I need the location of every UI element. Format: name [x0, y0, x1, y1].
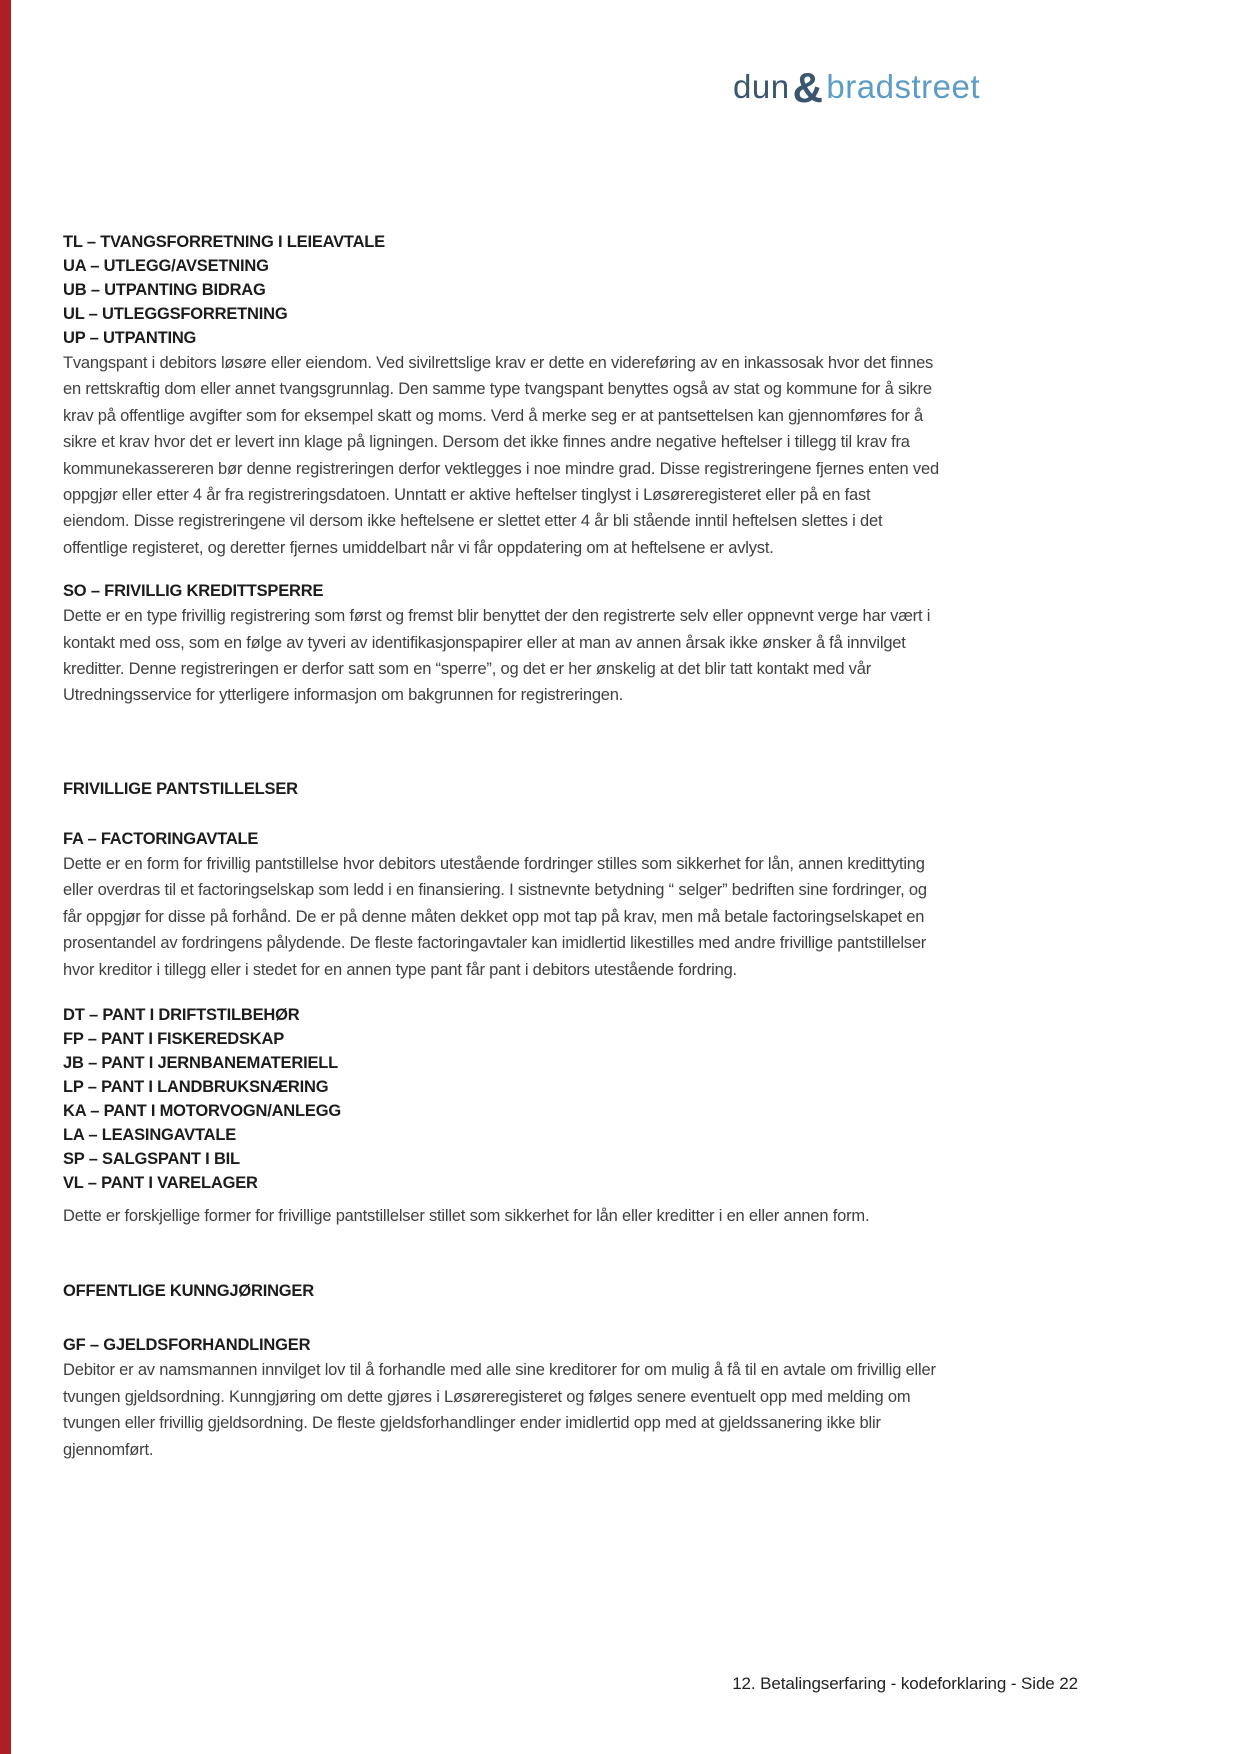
- page-footer: 12. Betalingserfaring - kodeforklaring - Side 22: [732, 1674, 1078, 1693]
- code-heading-vl: VL – PANT I VARELAGER: [63, 1173, 258, 1192]
- pant-codes-paragraph: Dette er forskjellige former for frivillige pantstillelser stillet som sikkerhet for lån eller kreditter i en eller annen form.: [63, 1206, 870, 1225]
- code-heading-gf: GF – GJELDSFORHANDLINGER: [63, 1336, 311, 1355]
- page-accent-bar: [0, 0, 11, 1754]
- tvangs-paragraph: Tvangspant i debitors løsøre eller eiendom. Ved sivilrettslige krav er dette en videreføring av en inkassosak hvor det finnes en rettskraftig dom eller annet tvangsgrunnlag. Den samme type tvangspant benyttes også av stat og kommune for å sikre krav på offentlige avgifter som for eksempel skatt og moms. Verd å merke seg er at pantsettelsen kan gjennomføres for å sikre et krav hvor det er levert inn klage på ligningen. Dersom det ikke finnes andre negative heftelser i tillegg til krav fra kommunekassereren bør denne registreringen derfor vektlegges i noe mindre grad. Disse registreringene fjernes enten ved oppgjør eller etter 4 år fra registreringsdatoen. Unntatt er aktive heftelser tinglyst i Løsøreregisteret eller på en fast eiendom. Disse registreringene vil dersom ikke heftelsene er slettet etter 4 år bli stående inntil heftelsen slettes i det offentlige registeret, og deretter fjernes umiddelbart når vi får oppdatering om at heftelsene er avlyst.: [63, 354, 939, 557]
- dun-bradstreet-logo: [733, 64, 980, 111]
- code-heading-lp: LP – PANT I LANDBRUKSNÆRING: [63, 1077, 329, 1096]
- code-heading-ub: UB – UTPANTING BIDRAG: [63, 281, 266, 299]
- code-heading-jb: JB – PANT I JERNBANEMATERIELL: [63, 1053, 339, 1072]
- code-heading-ka: KA – PANT I MOTORVOGN/ANLEGG: [63, 1101, 341, 1120]
- logo-text-dun: dun: [733, 68, 790, 105]
- logo-text-bradstreet: bradstreet: [826, 68, 980, 105]
- code-heading-tl: TL – TVANGSFORRETNING I LEIEAVTALE: [63, 233, 385, 251]
- code-heading-so: SO – FRIVILLIG KREDITTSPERRE: [63, 582, 324, 601]
- code-heading-dt: DT – PANT I DRIFTSTILBEHØR: [63, 1005, 300, 1024]
- code-heading-sp: SP – SALGSPANT I BIL: [63, 1149, 240, 1168]
- document-body: [63, 230, 941, 1463]
- section-title-frivillige-pantstillelser: FRIVILLIGE PANTSTILLELSER: [63, 779, 298, 798]
- so-paragraph: Dette er en type frivillig registrering som først og fremst blir benyttet der den registrerte selv eller oppnevnt verge har vært i kontakt med oss, som en følge av tyveri av identifikasjonspapirer eller at man av annen årsak ikke ønsker å få innvilget kreditter. Denne registreringen er derfor satt som en “sperre”, og det er her ønskelig at det blir tatt kontakt med vår Utredningsservice for ytterligere informasjon om bakgrunnen for registreringen.: [63, 607, 931, 705]
- section-title-offentlige-kunngjoringer: OFFENTLIGE KUNNGJØRINGER: [63, 1282, 314, 1301]
- code-heading-la: LA – LEASINGAVTALE: [63, 1125, 237, 1144]
- fa-paragraph: Dette er en form for frivillig pantstillelse hvor debitors utestående fordringer stilles som sikkerhet for lån, annen kredittyting eller overdras til et factoringselskap som ledd i en finansiering. I sistnevnte betydning “ selger” bedriften sine fordringer, og får oppgjør for disse på forhånd. De er på denne måten dekket opp mot tap på krav, men må betale factoringselskapet en prosentandel av fordringens pålydende. De fleste factoringavtaler kan imidlertid likestilles med andre frivillige pantstillelser hvor kreditor i tillegg eller i stedet for en annen type pant får pant i debitors utestående fordring.: [63, 854, 927, 979]
- tvangs-code-list: [63, 230, 941, 350]
- ampersand-icon: &: [792, 64, 824, 111]
- gf-paragraph: Debitor er av namsmannen innvilget lov til å forhandle med alle sine kreditorer for om mulig å få til en avtale om frivillig eller tvungen gjeldsordning. Kunngjøring om dette gjøres i Løsøreregisteret og følges senere eventuelt opp med melding om tvungen eller frivillig gjeldsordning. De fleste gjeldsforhandlinger ender imidlertid opp med at gjeldssanering ikke blir gjennomført.: [63, 1361, 936, 1459]
- code-heading-ul: UL – UTLEGGSFORRETNING: [63, 305, 288, 323]
- code-heading-ua: UA – UTLEGG/AVSETNING: [63, 257, 269, 275]
- pant-code-list: [63, 1003, 941, 1195]
- code-heading-up: UP – UTPANTING: [63, 329, 197, 347]
- code-heading-fa: FA – FACTORINGAVTALE: [63, 829, 259, 848]
- code-heading-fp: FP – PANT I FISKEREDSKAP: [63, 1029, 285, 1048]
